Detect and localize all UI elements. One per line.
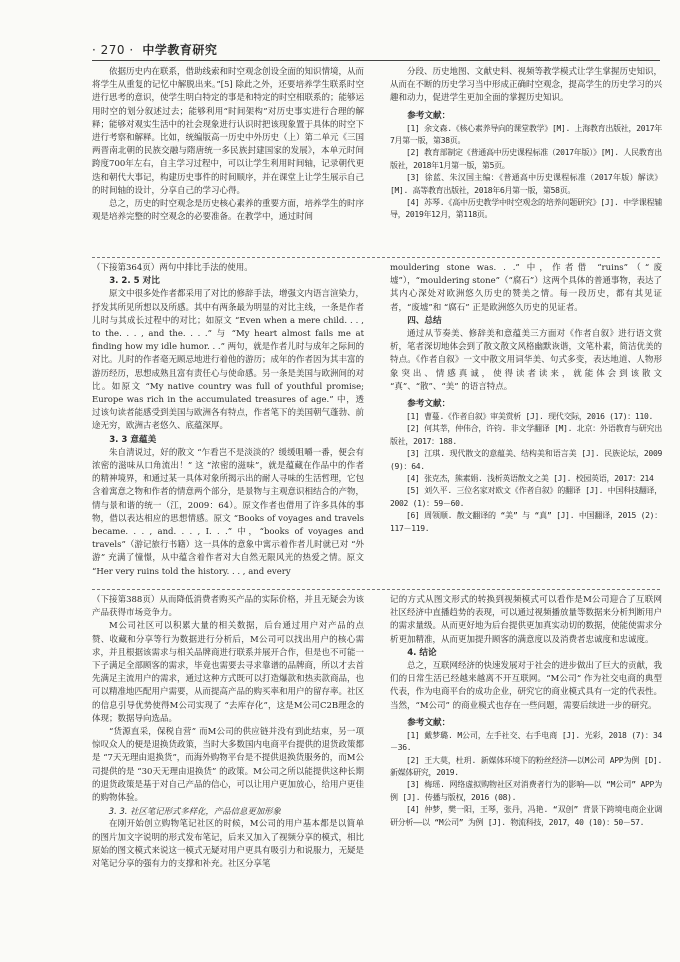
article-section-history [92, 66, 663, 252]
paragraph: 总之，互联网经济的快速发展对于社会的进步做出了巨大的贡献，我们的日常生活已经越来越离不开互联网。“M公司” 作为社交电商的典型代表，作为电商平台的成功企业，研究它的商业模式具有一定的代表性。当然，“M公司” 的商业模式也存在一些问题，需要后续进一步的研究。 [390, 661, 663, 711]
paragraph: 总之，历史的时空观念是历史核心素养的重要方面，培养学生的时序观是培养完整的时空观念的必要准备。在教学中，通过时间 [92, 199, 365, 223]
reference-item: [4] 仲梦，樊一阳，王琴，张丹，冯艳. “双创” 背景下跨境电商企业调研分析——以 “M公司” 为例 [J]. 物流科技，2017，40 (10)：50－57. [390, 805, 662, 827]
header-rule [92, 60, 660, 61]
section-heading: 4. 结论 [407, 647, 437, 658]
reference-item: [1] 曹蔓.《作者自叙》审美赏析 [J]. 现代交际，2016 (17)：110. [406, 412, 653, 422]
reference-item: [2] 王大莫，杜玥. 新媒体环境下的粉丝经济——以M公司 APP为例 [D]. 新媒体研究，2019. [390, 755, 662, 778]
article-section-ecommerce [92, 594, 663, 870]
paragraph: 朱自清说过，好的散文 “乍看岂不是淡淡的？缓缓咀嚼一番，便会有浓密的滋味从口角流出！” 这 “浓密的滋味”，就是蕴藏在作品中的作者的精神境界，和通过某一具体对象所揭示出的耐人寻味的生活哲理，它包含着寓意之物和作者的情意两个部分，是景物与主观意识相结合的产物，情与景和谐的统一（江，2009：64）。原文作者也借用了许多具体的事物，借以表达相应的思想情感。原文 “Books of voyages and travels became. . . , and. . . , I. . .” 中，“books of voyages and travels”（游记旅行书籍）这一具体的意象中寓示着作者儿时就已对 “外游” 充满了憧憬，从中蕴含着作者对大自然无限风光的热爱之情。原文 “Her very ruins told the history. . . , and every [92, 447, 365, 577]
paragraph: 通过从节奏美、修辞美和意蕴美三方面对《作者自叙》进行语文赏析，笔者深切地体会到了散文散文风格幽默诙谐，文笔朴素，简洁优美的特点。《作者自叙》一文中散文用词华美、句式多变，表达地道、人物形象突出、情感真诚，使得读者读来，就能体会到该散文 “真”、“散”、“美” 的语言特点。 [390, 329, 663, 392]
reference-item: [3] 徐蓝、朱汉国主编：《普通高中历史课程标准（2017年版）解读》[M]. 高等教育出版社，2018年6月第一版，第58页。 [390, 173, 662, 195]
column-left [92, 594, 365, 870]
column-right [390, 262, 662, 584]
paragraph: 在刚开始创立购物笔记社区的时候，M公司的用户基本都是以简单的图片加文字说明的形式发布笔记，后来又加入了视频分享的模式，相比原始的图文模式来说这一模式无疑对用户更具有吸引力和说服力，无疑是对笔记分享的强有力的支撑和补充。社区分享笔 [92, 819, 365, 870]
article-section-essay [92, 262, 663, 584]
reference-item: [2] 教育部制定《普通高中历史课程标准（2017年版）》[M]. 人民教育出版社，2018年1月第一版，第5页。 [390, 148, 662, 170]
continuation-note: （下接第364页）两句中排比手法的使用。 [92, 263, 253, 273]
column-right [390, 66, 662, 252]
reference-item: [1] 戴梦璐. M公司，左手社交、右手电商 [J]. 光彩，2018 (7)：34－36. [390, 730, 662, 753]
references-title: 参考文献： [407, 717, 451, 728]
reference-item: [6] 周领顺. 散文翻译的 “美” 与 “真” [J]. 中国翻译，2015 (2)：117－119. [390, 511, 662, 533]
section-divider [92, 257, 660, 258]
journal-title: 中学教育研究 [142, 43, 218, 57]
paragraph: 依据历史内在联系，借助线索和时空观念创设全面的知识情境，从而将学生从重复的记忆中解脱出来。”[5] 除此之外，还要培养学生联系时空进行思考的意识，使学生明白特定的事是和特定的时空相联系的；能够运用时空的划分叙述过去；能够利用“时间架构”对历史事实进行合理的解释；能够对观实生活中的社会现象进行认识时把该现象置于具体的时空下进行考察和解释。比如，统编版高一历史中外历史（上）第二单元《三国两晋南北朝的民族交融与隋唐统一多民族封建国家的发展》，本单元时间跨度700年左右，自主学习过程中，可以让学生利用时间轴，记录朝代更迭和朝代大事记，构建历史事件的时间顺序，并在课堂上让学生展示自己的时间轴的设计，分享自己的学习心得。 [92, 67, 365, 196]
paragraph: 原文中很多处作者都采用了对比的修辞手法，增强文内语言渲染力，抒发其所见所想以及所感。其中有两条最为明显的对比主线，一条是作者儿时与其成长过程中的对比；如原文 “Even when a mere child. . . , to the. . . , and the. . . .” 与 “My heart almost fails me at finding how my idle humor. . .” 两句，就是作者儿时与成年之际间的对比。儿时的作者毫无顾忌地进行着他的游历；成年的作者因为其丰富的游历经历，思想成熟且富有责任心与使命感。另一条是美国与欧洲间的对比。如原文 “My native country was full of youthful promise; Europe was rich in the accumulated treasures of age.” 中，透过该句读者能感受到美国与欧洲各有特点，作者笔下的美国朝气蓬勃、前途无穷，欧洲古老悠久、底蕴深厚。 [92, 289, 365, 432]
references-title: 参考文献： [407, 399, 451, 410]
reference-item: [5] 刘久平. 三位名家对欧文《作者自叙》的翻译 [J]. 中国科技翻译，2002 (1)：59－60. [390, 486, 662, 508]
subsection-heading: 3. 3. 社区笔记形式多样化，产品信息更加形象 [108, 806, 281, 817]
reference-item: [4] 张克杰，熊素娟. 浅析英语散文之美 [J]. 校园英语，2017：214 [406, 474, 654, 484]
paragraph: 分段、历史地图、文献史料、视频等教学模式让学生掌握历史知识，从而在不断的历史学习当中形成正确时空观念，提高学生的历史学习的兴趣和动力，促进学生更加全面的掌握历史知识。 [390, 67, 663, 104]
reference-item: [1] 余文森.《核心素养导向的课堂教学》[M]. 上海教育出版社，2017年7月第一版，第38页。 [390, 123, 662, 146]
subsection-heading: 3. 2. 5 对比 [109, 276, 160, 287]
paragraph: 记的方式从图文形式的转换到视频模式可以看作是M公司迎合了互联网社区经济中直播趋势的表现，可以通过视频播放量等数据来分析判断用户的需求量级。从而更好地为后台提供更加真实动切的数据，使能使需求分析更加精准，从而更加提升顾客的满意度以及消费者忠诚度和忠诚度。 [390, 595, 663, 645]
paragraph: “货源直采，保税自营” 而M公司的供应链并没有到此结束，另一项惊叹众人的便是退换货政策，当时大多数国内电商平台提供的退货政策都是 “7天无理由退换货”，而海外购物平台是不提供退换货服务的，而M公司提供的是 “30天无理由退换货” 的政策。M公司之所以能提供这种长期的退货政策是基于对自己产品的信心，可以让用户更加放心，给用户更佳的购物体验。 [92, 727, 365, 804]
subsection-heading: 3. 3 意蕴美 [109, 434, 157, 445]
reference-item: [3] 梅瑶. 网络虚拟购物社区对消费者行为的影响——以 “M公司” APP为例 [J]. 传播与版权，2016 (08). [390, 780, 662, 802]
continuation-note: （下接第388页）从而降低消费者购买产品的实际价格，并且无疑会为该产品获得市场竞争力。 [92, 595, 364, 619]
column-left [92, 66, 364, 252]
references-title: 参考文献： [407, 110, 451, 121]
section-divider [92, 589, 660, 590]
page-number: · 270 · [92, 43, 134, 57]
page-header [92, 41, 217, 58]
reference-item: [2] 何其莘，仲伟合，许钧. 非文学翻译 [M]. 北京：外语教育与研究出版社，2017：188. [390, 424, 662, 446]
reference-item: [4] 苏琴.《高中历史教学中时空观念的培养问题研究》[J]. 中学课程辅导，2019年12月，第118页。 [390, 198, 662, 220]
section-heading: 四、总结 [407, 315, 442, 326]
column-right [390, 594, 662, 864]
reference-item: [3] 江琪. 现代散文的意蕴美、结构美和语言美 [J]. 民族论坛，2009 (9)：64. [390, 449, 662, 471]
paragraph: M公司社区可以积累大量的相关数据，后台通过用户对产品的点赞、收藏和分享等行为数据进行分析后，M公司可以找出用户的核心需求，并且根据该需求与相关品牌商进行联系并展开合作，但是也不可能一下子满足全部顾客的需求，毕竟也需要去寻求靠谱的品牌商，所以才去首先满足主流用户的需求，通过这种方式既可以打造爆款和热卖款商品，也可以精准地匹配用户需要，从而提高产品的购买率和用户的留存率。社区的信息引导优势使得M公司实现了 “去库存化”，这是M公司C2B理念的体现；数据导向选品。 [92, 621, 365, 724]
column-left [92, 262, 364, 584]
paragraph: mouldering stone was. . .” 中，作者借 “ruins”（“废墟”），“mouldering stone”（“腐石”）这两个具体的普通事物，表达了其内心深处对欧洲悠久历史的赞美之情。每一段历史，都有其见证者，“废墟”和 “腐石” 正是欧洲悠久历史的见证者。 [390, 263, 662, 313]
